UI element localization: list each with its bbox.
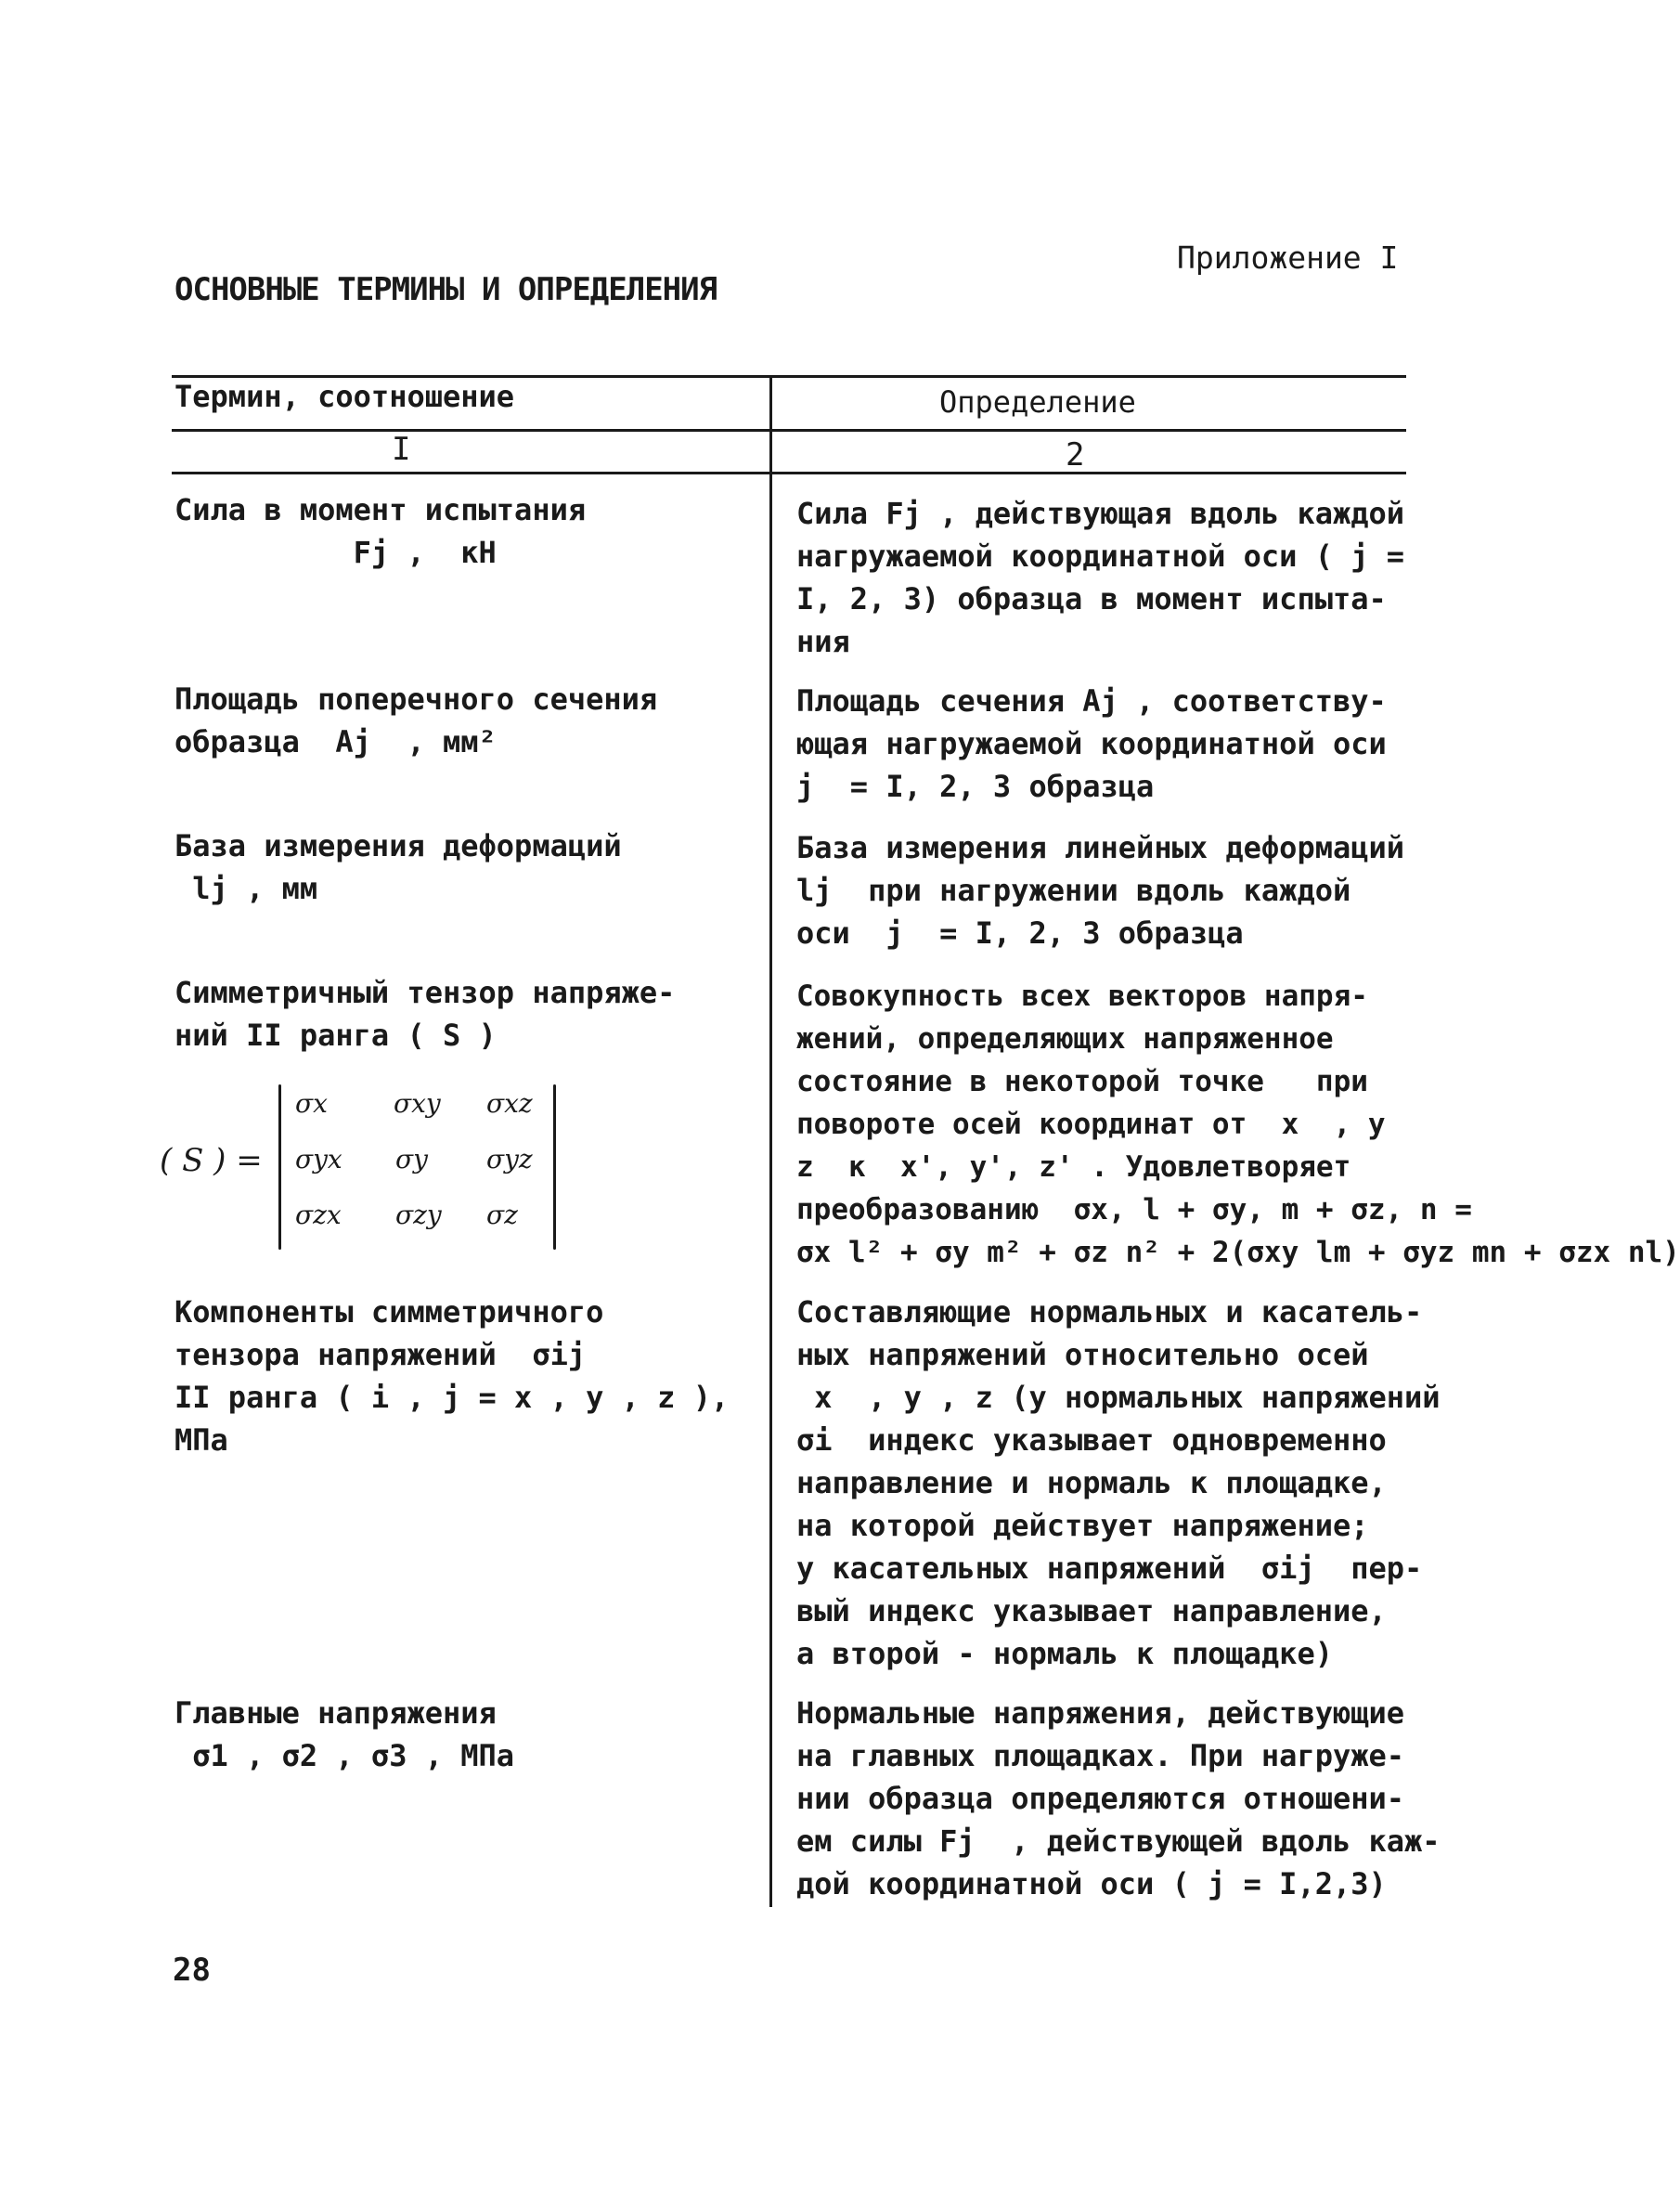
page-title: ОСНОВНЫЕ ТЕРМИНЫ И ОПРЕДЕЛЕНИЯ [174,271,717,308]
matrix-cell: σyz [486,1144,533,1174]
table-row-term: Главные напряжения σ1 , σ2 , σ3 , МПа [174,1695,515,1773]
matrix-left-bracket [278,1084,281,1250]
table-row-definition: Совокупность всех векторов напря- жений, определяющих напряженное состояние в некоторой точке при повороте осей координат от x , y z к x', y', z' . Удовлетворяет преобразованию σx, l + σy, m + σz, n = σx l² + σy m² + σz n² + 2(σxy lm + σyz mn + σzx nl) [796,980,1680,1269]
column-header-term: Термин, соотношение [174,379,515,414]
appendix-label: Приложение I [1177,240,1399,276]
table-row-term: Компоненты симметричного тензора напряжений σij II ранга ( i , j = x , y , z ), МПа [174,1294,730,1458]
matrix-cell: σz [486,1200,518,1230]
stress-tensor-matrix [160,1084,568,1252]
table-top-rule [172,375,1406,378]
matrix-right-bracket [553,1084,556,1250]
matrix-cell: σzy [395,1200,442,1230]
table-row-definition: Площадь сечения Aj , соответству- ющая нагружаемой координатной оси j = I, 2, 3 образца [796,683,1387,804]
table-row-definition: База измерения линейных деформаций lj при нагружении вдоль каждой оси j = I, 2, 3 образца [796,830,1405,951]
matrix-cell: σyx [295,1144,342,1174]
matrix-cell: σzx [295,1200,342,1230]
table-row-definition: Сила Fj , действующая вдоль каждой нагружаемой координатной оси ( j = I, 2, 3) образца в момент испыта- ния [796,496,1405,659]
table-header-rule [172,429,1406,432]
matrix-label: ( S ) = [160,1142,263,1179]
matrix-cell: σx [295,1088,328,1119]
matrix-cell: σxz [486,1088,533,1119]
table-row-definition: Нормальные напряжения, действующие на главных площадках. При нагруже- нии образца определяются отношени- ем силы Fj , действующей вдоль каж- дой координатной оси ( j = I,2,3) [796,1695,1441,1901]
table-column-divider [769,375,772,1907]
table-row-term: Симметричный тензор напряже- ний II ранга ( S ) [174,975,676,1053]
page-number: 28 [173,1952,211,1989]
column-number-1: I [392,431,411,468]
table-row-definition: Составляющие нормальных и касатель- ных напряжений относительно осей x , y , z (у нормальных напряжений σi индекс указывает одновременно направление и нормаль к площадке, на которой действует напряжение; у касательных напряжений σij пер- вый индекс указывает направление, а второй - нормаль к площадке) [796,1294,1441,1671]
table-row-term: Площадь поперечного сечения образца Aj , мм² [174,681,658,759]
column-header-definition: Определение [939,384,1136,420]
table-numbers-rule [172,472,1406,474]
matrix-cell: σxy [394,1088,441,1119]
table-row-term: Сила в момент испытания Fj , кН [174,492,587,570]
column-number-2: 2 [1066,436,1085,474]
matrix-cell: σy [395,1144,428,1174]
table-row-term: База измерения деформаций lj , мм [174,828,622,906]
